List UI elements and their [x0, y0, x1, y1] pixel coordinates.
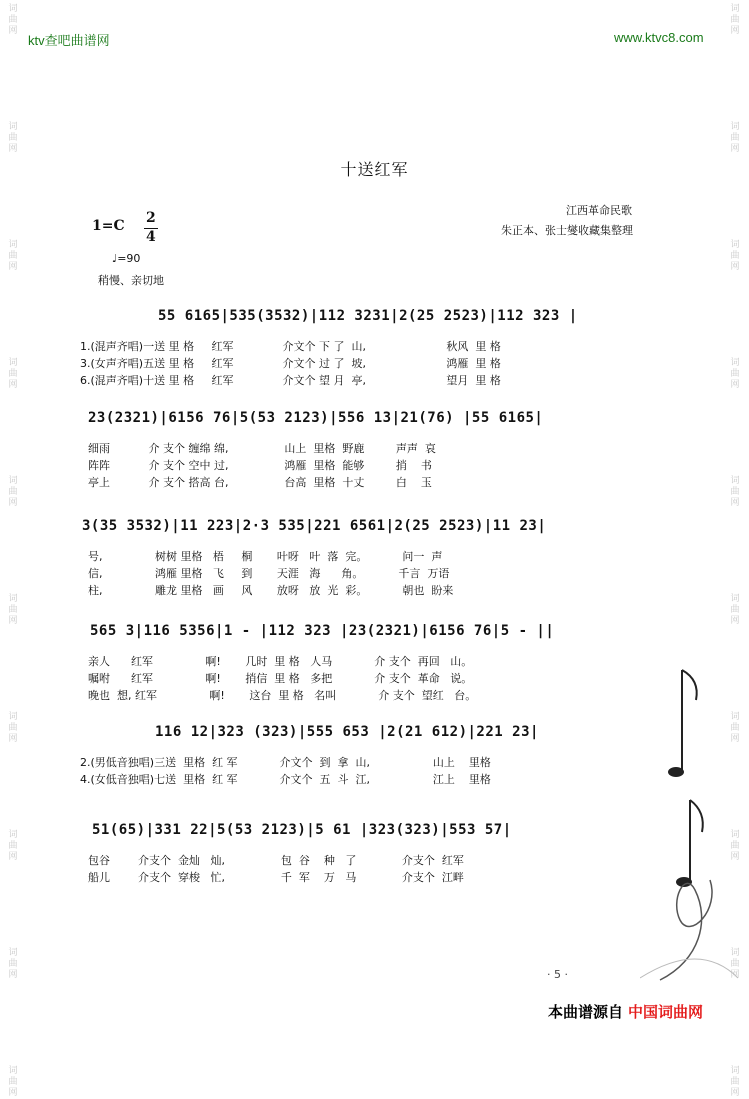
lyric-line: 细雨 介 支个 缠绵 绵, 山上 里格 野鹿 声声 哀	[88, 442, 436, 455]
footer-site-link[interactable]: 中国词曲网	[628, 1003, 704, 1021]
watermark-text: 词 曲 网	[730, 122, 740, 154]
lyric-line: 亭上 介 支个 搭高 台, 台高 里格 十丈 白 玉	[88, 476, 432, 489]
watermark-text: 词 曲 网	[8, 1066, 18, 1098]
watermark-text: 词 曲 网	[730, 712, 740, 744]
song-source: 江西革命民歌	[566, 204, 632, 217]
lyric-line: 亲人 红军 啊! 几时 里 格 人马 介 支个 再回 山。	[88, 655, 473, 668]
watermark-text: 词 曲 网	[8, 358, 18, 390]
lyric-line: 包谷 介支个 金灿 灿, 包 谷 种 了 介支个 红军	[88, 854, 464, 867]
watermark-text: 词 曲 网	[8, 948, 18, 980]
watermark-text: 词 曲 网	[8, 4, 18, 36]
notation-line: 116 12|323 (323)|555 653 |2(21 612)|221 23|	[155, 724, 539, 740]
song-title: 十送红军	[340, 160, 409, 179]
watermark-text: 词 曲 网	[8, 240, 18, 272]
page-number: · 5 ·	[547, 968, 568, 981]
music-note-decoration-icon	[640, 660, 740, 990]
watermark-text: 词 曲 网	[730, 240, 740, 272]
notation-line: 23(2321)|6156 76|5(53 2123)|556 13|21(76) |55 6165|	[88, 410, 544, 426]
time-signature-top: 2	[146, 210, 156, 226]
lyric-line: 信, 鸿雁 里格 飞 到 天涯 海 角。 千言 万语	[88, 567, 450, 580]
watermark-text: 词 曲 网	[8, 594, 18, 626]
notation-line: 55 6165|535(3532)|112 3231|2(25 2523)|112 323 |	[158, 308, 578, 324]
watermark-text: 词 曲 网	[8, 476, 18, 508]
watermark-text: 词 曲 网	[730, 830, 740, 862]
lyric-line: 4.(女低音独唱)七送 里格 红 军 介文个 五 斗 江, 江上 里格	[80, 773, 491, 786]
lyric-line: 船儿 介支个 穿梭 忙, 千 军 万 马 介支个 江畔	[88, 871, 464, 884]
notation-line: 51(65)|331 22|5(53 2123)|5 61 |323(323)|553 57|	[92, 822, 512, 838]
watermark-text: 词 曲 网	[730, 476, 740, 508]
notation-line: 3(35 3532)|11 223|2·3 535|221 6561|2(25 2523)|11 23|	[82, 518, 547, 534]
watermark-text: 词 曲 网	[8, 122, 18, 154]
song-arrangers: 朱正本、张士燮收藏集整理	[501, 224, 633, 237]
watermark-text: 词 曲 网	[730, 4, 740, 36]
lyric-line: 柱, 雕龙 里格 画 风 放呀 放 光 彩。 朝也 盼来	[88, 584, 454, 597]
watermark-text: 词 曲 网	[8, 830, 18, 862]
lyric-line: 1.(混声齐唱)一送 里 格 红军 介文个 下 了 山, 秋风 里 格	[80, 340, 501, 353]
lyric-line: 晚也 想, 红军 啊! 这台 里 格 名叫 介 支个 望红 台。	[88, 689, 477, 702]
watermark-text: 词 曲 网	[730, 1066, 740, 1098]
expression-marking: 稍慢、亲切地	[98, 274, 164, 287]
lyric-line: 6.(混声齐唱)十送 里 格 红军 介文个 望 月 亭, 望月 里 格	[80, 374, 501, 387]
lyric-line: 阵阵 介 支个 空中 过, 鸿雁 里格 能够 捎 书	[88, 459, 432, 472]
footer-source-label: 本曲谱源自	[548, 1003, 624, 1021]
lyric-line: 3.(女声齐唱)五送 里 格 红军 介文个 过 了 坡, 鸿雁 里 格	[80, 357, 501, 370]
watermark-text: 词 曲 网	[730, 594, 740, 626]
notation-line: 565 3|116 5356|1 - |112 323 |23(2321)|6156 76|5 - ||	[90, 623, 555, 639]
header-site-url: www.ktvc8.com	[614, 30, 704, 45]
lyric-line: 嘱咐 红军 啊! 捎信 里 格 多把 介 支个 革命 说。	[88, 672, 473, 685]
lyric-line: 号, 树树 里格 梧 桐 叶呀 叶 落 完。 问一 声	[88, 550, 443, 563]
time-signature-bottom: 4	[146, 229, 156, 245]
lyric-line: 2.(男低音独唱)三送 里格 红 军 介文个 到 拿 山, 山上 里格	[80, 756, 491, 769]
tempo-marking: ♩=90	[112, 252, 141, 265]
header-site-name: ktv查吧曲谱网	[28, 33, 110, 48]
key-signature: 1=C	[92, 218, 125, 234]
watermark-text: 词 曲 网	[730, 358, 740, 390]
watermark-text: 词 曲 网	[8, 712, 18, 744]
watermark-text: 词 曲 网	[730, 948, 740, 980]
